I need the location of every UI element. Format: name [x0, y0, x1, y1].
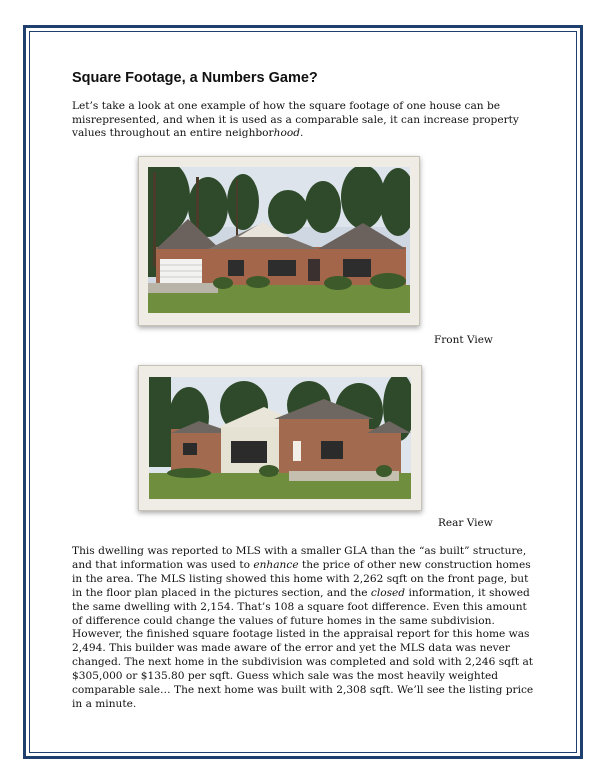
intro-text-1: Let’s take a look at one example of how the square footage of one house can be misrepresented, and when it is used as a comparable sale, it can increase property values throughout an entire neighbor: [72, 100, 519, 140]
intro-paragraph: [72, 100, 542, 141]
intro-text-2: hood: [273, 127, 300, 140]
front-view-photo: [138, 156, 420, 326]
body-text-2: the price of other new construction homes in the area. The MLS listing showed this home with 2,262 sqft on the front page, but in the floor plan placed in the pictures section, and the: [72, 558, 531, 599]
intro-text-3: .: [300, 127, 304, 140]
rear-house-image: [149, 377, 411, 499]
body-text-3: information, it showed the same dwelling with 2,154. That’s 108 a square foot difference. Even this amount of difference could change the values of future homes in the same subdivision. However, the finished square footage listed in the appraisal report for this home was 2,494. This builder was made aware of the error and yet the MLS data was never changed. The next home in the subdivision was completed and sold with 2,246 sqft at $305,000 or $135.80 per sqft. Guess which sale was the most heavily weighted comparable sale… The next home was built with 2,308 sqft. We’ll see the listing price in a minute.: [72, 586, 534, 710]
rear-view-caption: Rear View: [438, 517, 493, 529]
body-text-1: This dwelling was reported to MLS with a smaller GLA than the “as built” structure, and that information was used to: [72, 545, 527, 571]
body-text-closed: closed: [370, 586, 406, 599]
body-text-enhance: enhance: [253, 558, 299, 571]
rear-view-photo: [138, 365, 422, 511]
body-paragraph: [72, 545, 540, 712]
front-view-caption: Front View: [434, 334, 493, 346]
page-title: Square Footage, a Numbers Game?: [72, 70, 318, 86]
front-house-image: [148, 167, 410, 313]
